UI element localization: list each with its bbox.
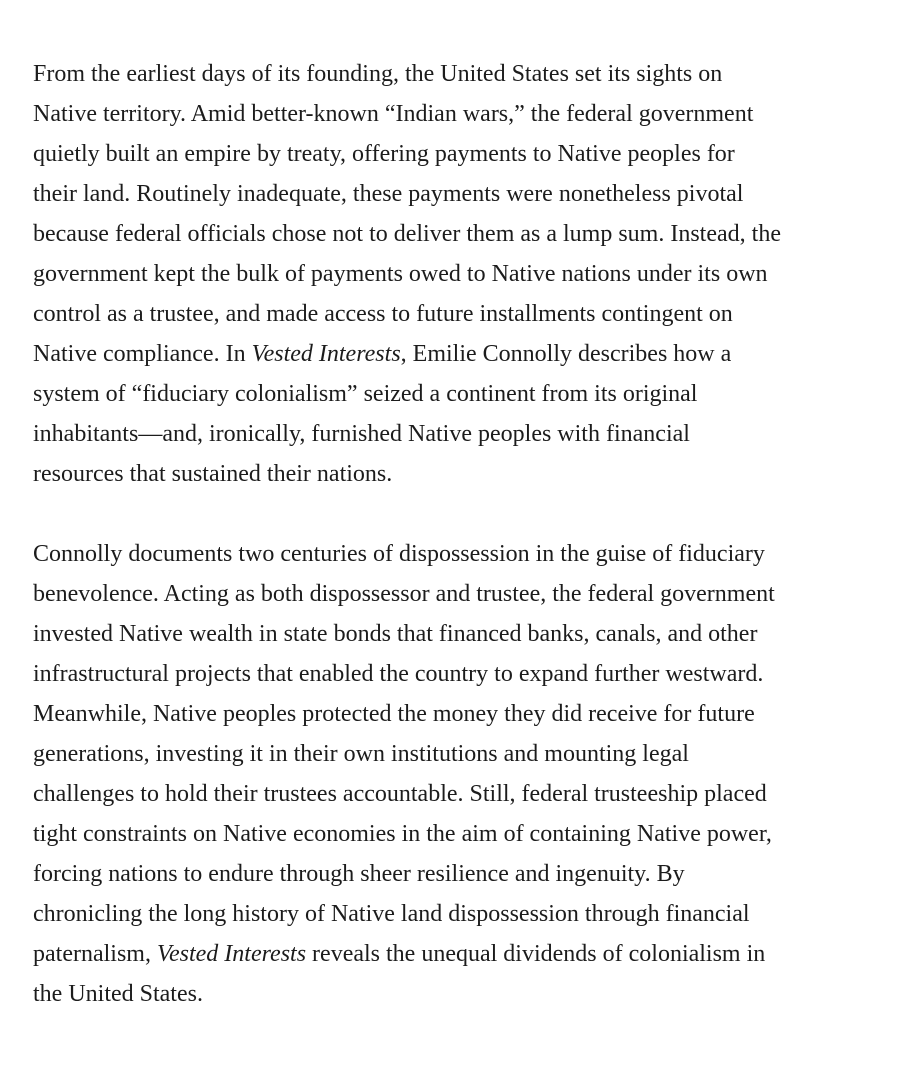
text-line: invested Native wealth in state bonds that financed banks, canals, and other [33,621,758,647]
text-line: infrastructural projects that enabled the country to expand further westward. [33,661,764,687]
text-run: paternalism, [33,941,157,967]
text-line: system of “fiduciary colonialism” seized a continent from its original [33,381,698,407]
book-title-italic: Vested Interests [156,941,307,967]
book-title-italic: Vested Interests [251,341,401,367]
text-line: Native territory. Amid better-known “Indian wars,” the federal government [33,101,754,127]
text-run: , Emilie Connolly describes how a [400,341,732,367]
text-line: the United States. [33,981,203,1007]
description-paragraph-1 [33,54,893,494]
text-line: chronicling the long history of Native land dispossession through financial [33,901,750,927]
text-line: inhabitants—and, ironically, furnished Native peoples with financial [33,421,690,447]
description-paragraph-2 [33,534,893,1014]
text-line: their land. Routinely inadequate, these payments were nonetheless pivotal [33,181,744,207]
text-line: challenges to hold their trustees accountable. Still, federal trusteeship placed [33,781,767,807]
text-run: Native compliance. In [33,341,252,367]
text-line: resources that sustained their nations. [33,461,393,487]
text-line: control as a trustee, and made access to future installments contingent on [33,301,733,327]
text-line: Connolly documents two centuries of dispossession in the guise of fiduciary [33,541,765,567]
text-line: because federal officials chose not to deliver them as a lump sum. Instead, the [33,221,781,247]
text-line: quietly built an empire by treaty, offering payments to Native peoples for [33,141,735,167]
text-line: benevolence. Acting as both dispossessor and trustee, the federal government [33,581,775,607]
book-description [33,54,893,1014]
text-line: From the earliest days of its founding, the United States set its sights on [33,61,723,87]
text-line: generations, investing it in their own institutions and mounting legal [33,741,689,767]
text-line [33,334,893,374]
text-line: tight constraints on Native economies in the aim of containing Native power, [33,821,772,847]
text-run: reveals the unequal dividends of colonialism in [306,941,766,967]
text-line [33,934,893,974]
text-line: government kept the bulk of payments owed to Native nations under its own [33,261,768,287]
text-line: Meanwhile, Native peoples protected the money they did receive for future [33,701,755,727]
text-line: forcing nations to endure through sheer resilience and ingenuity. By [33,861,685,887]
